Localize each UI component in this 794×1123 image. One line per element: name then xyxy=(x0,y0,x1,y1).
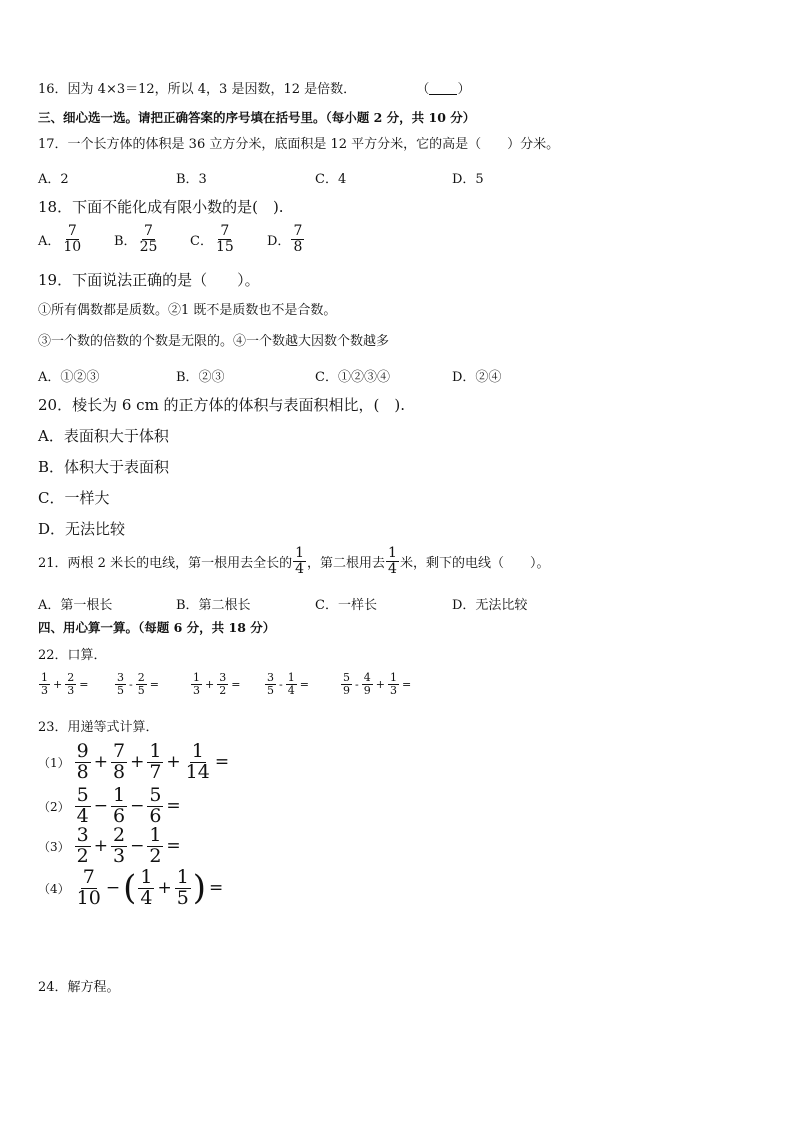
question-16 xyxy=(38,82,470,98)
q18-option-a-label: A． xyxy=(38,233,61,249)
q18-option-d[interactable] xyxy=(267,224,305,254)
q20-option-d[interactable]: D．无法比较 xyxy=(38,520,126,538)
fraction xyxy=(217,672,228,696)
numerator: 5 xyxy=(343,671,350,684)
q20-option-a[interactable]: A．表面积大于体积 xyxy=(38,427,169,445)
numerator: 4 xyxy=(363,671,371,684)
question-21 xyxy=(38,546,549,576)
q20-option-b[interactable]: B．体积大于表面积 xyxy=(38,458,170,476)
question-17: 17．一个长方体的体积是 36 立方分米，底面积是 12 平方分米，它的高是（ ）分米。 xyxy=(38,137,560,152)
numerator: 1 xyxy=(140,866,153,888)
denominator: 5 xyxy=(176,886,189,909)
fraction xyxy=(147,742,163,783)
fraction xyxy=(75,786,91,827)
fraction: $\frac{1}{4}$ xyxy=(295,545,304,577)
numerator: 3 xyxy=(267,671,274,684)
question-20: 20．棱长为 6 cm 的正方体的体积与表面积相比，( ). xyxy=(38,396,406,414)
denominator: 8 xyxy=(76,760,89,783)
numerator: 2 xyxy=(67,671,75,684)
numerator: 3 xyxy=(76,824,89,846)
q21-option-d[interactable]: D．无法比较 xyxy=(452,598,528,613)
operator: = xyxy=(79,677,89,691)
operator: = xyxy=(166,836,181,857)
operator: = xyxy=(209,878,224,899)
denominator: 5 xyxy=(117,683,124,697)
q19-option-c[interactable]: C．①②③④ xyxy=(315,370,390,385)
q23-row xyxy=(38,826,183,867)
fraction: $\frac{7}{15}$ xyxy=(215,223,234,255)
operator: + xyxy=(53,677,63,691)
q17-option-d[interactable]: D．5 xyxy=(452,172,484,187)
denominator: 4 xyxy=(140,886,153,909)
denominator: 5 xyxy=(137,683,145,697)
q23-row xyxy=(38,786,183,827)
fraction xyxy=(111,786,127,827)
denominator: 6 xyxy=(112,804,126,827)
answer-paren-right: ） xyxy=(457,82,471,97)
denominator: 4 xyxy=(76,804,89,827)
numerator: 5 xyxy=(76,784,89,806)
answer-paren-left: （ xyxy=(416,82,430,97)
denominator: 10 xyxy=(76,886,101,909)
q21-option-b[interactable]: B．第二根长 xyxy=(176,598,251,613)
operator: − xyxy=(93,796,108,817)
operator: + xyxy=(166,752,181,773)
parenthesis: ) xyxy=(192,868,207,909)
fraction xyxy=(341,672,352,696)
q18-option-d-label: D． xyxy=(267,233,291,249)
fraction xyxy=(75,868,103,909)
operator: = xyxy=(149,677,159,691)
q17-option-b[interactable]: B．3 xyxy=(176,172,207,187)
fraction xyxy=(147,826,163,867)
denominator: 2 xyxy=(149,844,162,867)
q19-statement-1: ①所有偶数都是质数。②1 既不是质数也不是合数。 xyxy=(38,303,337,318)
numerator: 1 xyxy=(149,740,162,762)
fraction xyxy=(175,868,191,909)
numerator: 1 xyxy=(41,671,48,684)
denominator: 3 xyxy=(41,683,48,697)
denominator: 2 xyxy=(76,844,89,867)
fraction xyxy=(286,672,297,696)
q17-option-c[interactable]: C．4 xyxy=(315,172,347,187)
denominator: 2 xyxy=(219,683,227,697)
fraction xyxy=(111,742,127,783)
numerator: 1 xyxy=(389,671,397,684)
q18-option-b[interactable] xyxy=(114,224,160,254)
fraction xyxy=(39,672,50,696)
q18-option-a[interactable] xyxy=(38,224,84,254)
question-24: 24．解方程。 xyxy=(38,980,120,995)
question-18: 18．下面不能化成有限小数的是( ). xyxy=(38,198,284,216)
q23-row-label: （3） xyxy=(38,839,70,854)
q17-option-a[interactable]: A．2 xyxy=(38,172,69,187)
numerator: 1 xyxy=(287,671,295,684)
denominator: 3 xyxy=(193,683,200,697)
denominator: 5 xyxy=(267,683,274,697)
q18-option-c[interactable] xyxy=(190,224,237,254)
fraction xyxy=(75,826,91,867)
question-21-text-1: 21．两根 2 米长的电线，第一根用去全长的 xyxy=(38,555,293,571)
q23-row-label: （1） xyxy=(38,755,70,770)
denominator: 3 xyxy=(112,844,126,867)
q20-option-c[interactable]: C．一样大 xyxy=(38,489,110,507)
fraction: $\frac{1}{4}$ xyxy=(388,545,397,577)
denominator: 4 xyxy=(287,683,295,697)
numerator: 1 xyxy=(112,784,126,806)
q19-option-d[interactable]: D．②④ xyxy=(452,370,502,385)
operator: = xyxy=(299,677,309,691)
q21-option-a[interactable]: A．第一根长 xyxy=(38,598,113,613)
operator: + xyxy=(157,878,172,899)
q22-expression xyxy=(190,672,242,696)
operator: + xyxy=(130,752,145,773)
fraction xyxy=(362,672,373,696)
q23-row-label: （4） xyxy=(38,881,70,896)
q19-statement-2: ③一个数的倍数的个数是无限的。④一个数越大因数个数越多 xyxy=(38,334,390,349)
operator: = xyxy=(231,677,241,691)
fraction xyxy=(75,742,91,783)
q22-expression xyxy=(340,672,413,696)
fraction xyxy=(65,672,76,696)
numerator: 3 xyxy=(117,671,124,684)
operator: + xyxy=(93,752,108,773)
operator: - xyxy=(279,677,283,691)
fraction xyxy=(147,786,163,827)
operator: - xyxy=(129,677,133,691)
operator: = xyxy=(166,796,181,817)
fraction xyxy=(111,826,127,867)
q22-expression xyxy=(38,672,90,696)
fraction xyxy=(265,672,276,696)
fraction xyxy=(138,868,154,909)
section-3-heading: 三、细心选一选。请把正确答案的序号填在括号里。（每小题 2 分，共 10 分） xyxy=(38,110,476,125)
denominator: 7 xyxy=(149,760,162,783)
fraction xyxy=(184,742,212,783)
denominator: 3 xyxy=(67,683,75,697)
denominator: 8 xyxy=(112,760,126,783)
parenthesis: ( xyxy=(123,868,137,909)
fraction xyxy=(115,672,126,696)
fraction: $\frac{7}{8}$ xyxy=(293,223,303,255)
question-22: 22．口算． xyxy=(38,648,107,663)
operator: − xyxy=(105,878,121,899)
q18-option-b-label: B． xyxy=(114,233,137,249)
question-21-text-3: 米，剩下的电线（ ）。 xyxy=(399,555,550,571)
operator: + xyxy=(205,677,215,691)
operator: − xyxy=(130,796,145,817)
q19-option-a[interactable]: A．①②③ xyxy=(38,370,100,385)
fraction xyxy=(388,672,399,696)
denominator: 9 xyxy=(343,683,350,697)
numerator: 2 xyxy=(112,824,126,846)
numerator: 5 xyxy=(149,784,162,806)
fraction xyxy=(191,672,202,696)
numerator: 1 xyxy=(193,671,200,684)
question-21-text-2: ，第二根用去 xyxy=(307,555,386,571)
section-4-heading: 四、用心算一算。（每题 6 分，共 18 分） xyxy=(38,620,276,635)
numerator: 2 xyxy=(137,671,145,684)
numerator: 1 xyxy=(149,824,162,846)
numerator: 7 xyxy=(112,740,126,762)
numerator: 1 xyxy=(191,740,204,762)
q18-option-c-label: C． xyxy=(190,233,213,249)
operator: − xyxy=(130,836,145,857)
denominator: 6 xyxy=(149,804,162,827)
q23-row xyxy=(38,868,225,909)
numerator: 9 xyxy=(76,740,89,762)
denominator: 9 xyxy=(363,683,371,697)
q21-option-c[interactable]: C．一样长 xyxy=(315,598,377,613)
fraction xyxy=(136,672,147,696)
q19-option-b[interactable]: B．②③ xyxy=(176,370,225,385)
q22-expression xyxy=(114,672,161,696)
question-23: 23．用递等式计算． xyxy=(38,720,159,735)
answer-blank[interactable] xyxy=(429,82,457,95)
denominator: 14 xyxy=(185,760,210,783)
denominator: 3 xyxy=(389,683,397,697)
numerator: 1 xyxy=(176,866,189,888)
fraction: $\frac{7}{25}$ xyxy=(139,223,158,255)
q22-expression xyxy=(264,672,311,696)
operator: = xyxy=(214,752,230,773)
fraction: $\frac{7}{10}$ xyxy=(63,223,82,255)
question-16-text: 16．因为 4×3＝12，所以 4，3 是因数，12 是倍数． xyxy=(38,82,357,97)
operator: + xyxy=(375,677,385,691)
q23-row-label: （2） xyxy=(38,799,70,814)
numerator: 7 xyxy=(82,866,95,888)
operator: - xyxy=(355,677,359,691)
numerator: 3 xyxy=(219,671,227,684)
operator: = xyxy=(401,677,412,691)
question-19: 19．下面说法正确的是（ ）。 xyxy=(38,271,260,289)
operator: + xyxy=(93,836,108,857)
q23-row xyxy=(38,742,231,783)
